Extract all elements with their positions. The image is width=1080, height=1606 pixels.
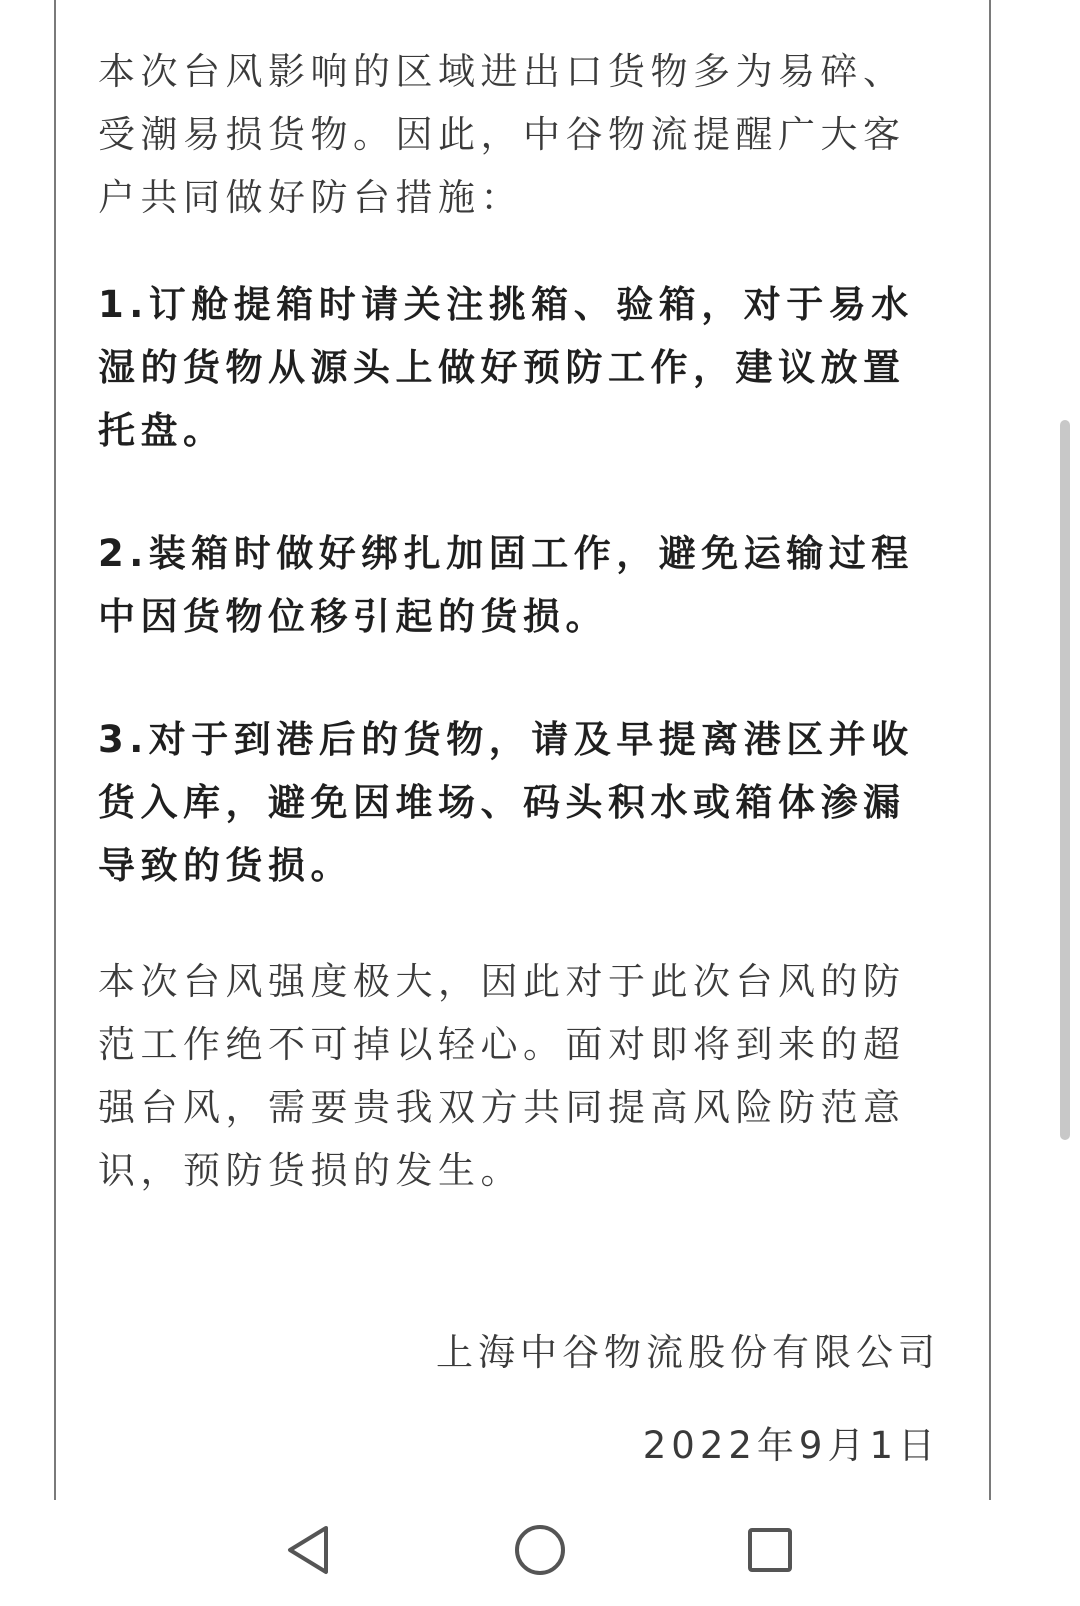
back-button[interactable] — [278, 1520, 338, 1580]
recent-apps-icon — [746, 1526, 794, 1574]
signature-company: 上海中谷物流股份有限公司 — [436, 1331, 940, 1374]
signature-date: 2022年9月1日 — [642, 1424, 940, 1467]
scrollbar-thumb[interactable] — [1060, 420, 1070, 1140]
closing-paragraph: 本次台风强度极大，因此对于此次台风的防范工作绝不可掉以轻心。面对即将到来的超强台风，需要贵我双方共同提高风险防范意识，预防货损的发生。 — [98, 960, 906, 1192]
measure-2-paragraph: 2.装箱时做好绑扎加固工作，避免运输过程中因货物位移引起的货损。 — [98, 532, 914, 638]
system-navigation-bar — [0, 1500, 1080, 1606]
intro-paragraph: 本次台风影响的区域进出口货物多为易碎、受潮易损货物。因此，中谷物流提醒广大客户共同做好防台措施： — [98, 50, 906, 219]
measure-1-paragraph: 1.订舱提箱时请关注挑箱、验箱，对于易水湿的货物从源头上做好预防工作，建议放置托盘。 — [98, 283, 914, 452]
home-button[interactable] — [510, 1520, 570, 1580]
home-icon — [513, 1523, 567, 1577]
recent-apps-button[interactable] — [740, 1520, 800, 1580]
back-icon — [284, 1524, 332, 1576]
measure-3-paragraph: 3.对于到港后的货物，请及早提离港区并收货入库，避免因堆场、码头积水或箱体渗漏导致的货损。 — [98, 718, 914, 887]
